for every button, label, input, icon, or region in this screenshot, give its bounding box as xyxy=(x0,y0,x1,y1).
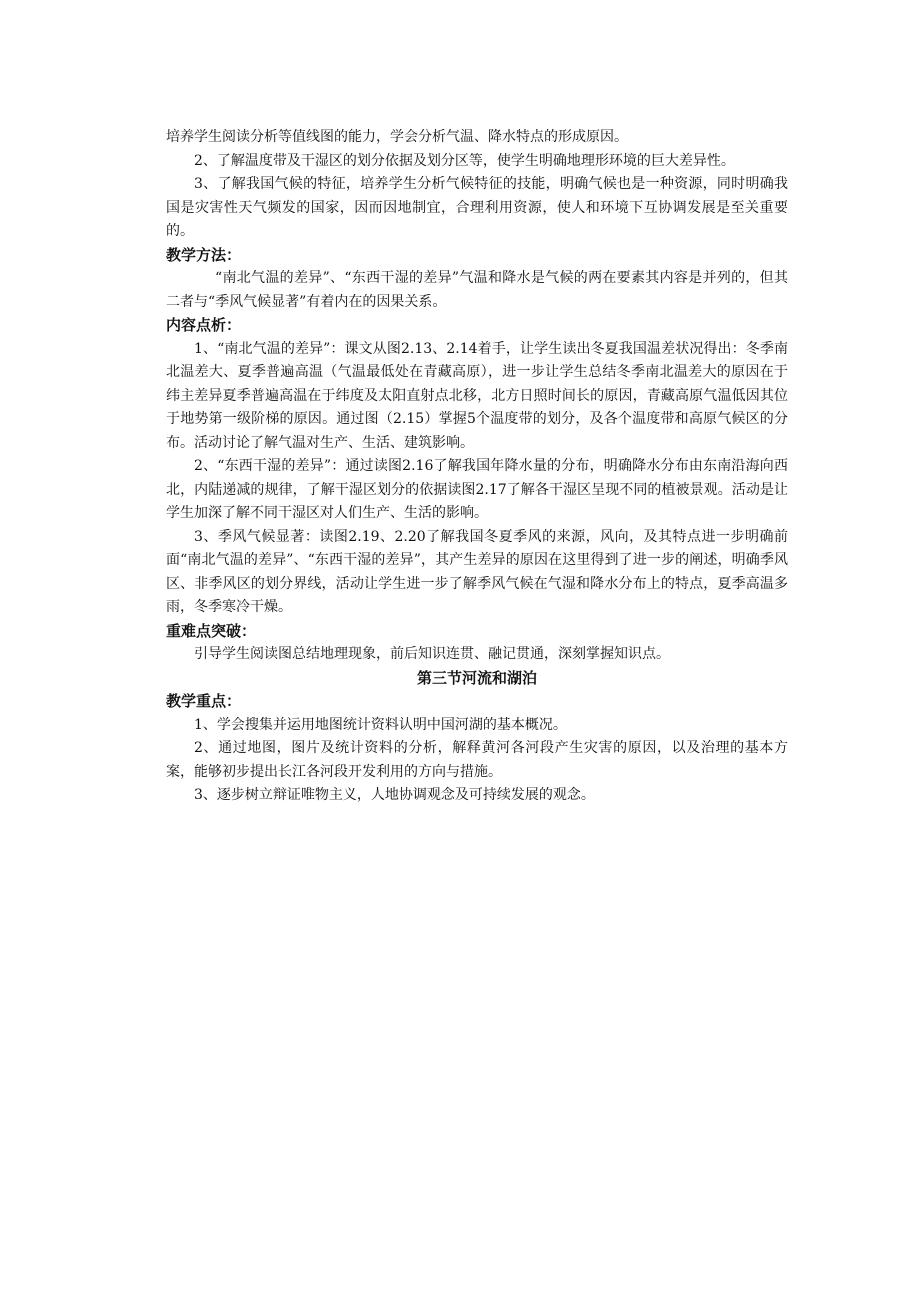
objective-item-2: 2、了解温度带及干湿区的划分依据及划分区等，使学生明确地理形环境的巨大差异性。 xyxy=(194,152,735,169)
content-analysis-item-1: 1、“南北气温的差异”：课文从图2.13、2.14着手，让学生读出冬夏我国温差状况得出：冬季南北温差大、夏季普遍高温（气温最低处在青藏高原），进一步让学生总结冬季南北温差大的原因在于纬主差异夏季普遍高温在于纬度及太阳直射点北移，北方日照时间长的原因，青藏高原气温低因其位于地势第一级阶梯的原因。通过图（2.15）掌握5个温度带的划分，及各个温度带和高原气候区的分布。活动讨论了解气温对生产、生活、建筑影响。 xyxy=(166,340,788,451)
intro-continuation: 培养学生阅读分析等值线图的能力，学会分析气温、降水特点的形成原因。 xyxy=(166,129,628,145)
teaching-focus-item-1: 1、学会搜集并运用地图统计资料认明中国河湖的基本概况。 xyxy=(194,716,567,733)
teaching-methods-heading: 教学方法： xyxy=(166,245,242,264)
content-analysis-item-3: 3、季风气候显著：读图2.19、2.20了解我国冬夏季风的来源，风向，及其特点进一步明确前面“南北气温的差异”、“东西干湿的差异”，其产生差异的原因在这里得到了进一步的阐述，明确季风区、非季风区的划分界线，活动让学生进一步了解季风气候在气湿和降水分布上的特点，夏季高温多雨，冬季寒冷干燥。 xyxy=(166,528,788,615)
content-analysis-heading: 内容点析： xyxy=(166,316,242,334)
key-points-text: 引导学生阅读图总结地理现象，前后知识连贯、融记贯通，深刻掌握知识点。 xyxy=(194,646,670,662)
teaching-focus-heading: 教学重点： xyxy=(166,692,242,710)
teaching-focus-item-3: 3、逐步树立辩证唯物主义，人地协调观念及可持续发展的观念。 xyxy=(194,787,595,803)
section-title: 第三节河流和湖泊 xyxy=(416,668,537,687)
teaching-methods-text: “南北气温的差异”、“东西干湿的差异”气温和降水是气候的两在要素其内容是并列的，但其二者与“季风气候显著”有着内在的因果关系。 xyxy=(166,270,788,310)
key-points-heading: 重难点突破： xyxy=(166,621,257,640)
document-page xyxy=(166,126,788,808)
content-analysis-item-2: 2、“东西干湿的差异”：通过读图2.16了解我国年降水量的分布，明确降水分布由东南沿海向西北，内陆递减的规律，了解干湿区划分的依据读图2.17了解各干湿区呈现不同的植被景观。活动是让学生加深了解不同干湿区对人们生产、生活的影响。 xyxy=(166,458,788,521)
objective-item-3: 3、了解我国气候的特征，培养学生分析气候特征的技能，明确气候也是一种资源，同时明确我国是灾害性天气频发的国家，因而因地制宜，合理利用资源，使人和环境下互协调发展是至关重要的。 xyxy=(166,176,788,239)
teaching-focus-item-2: 2、通过地图，图片及统计资料的分析，解释黄河各河段产生灾害的原因，以及治理的基本方案，能够初步提出长江各河段开发利用的方向与措施。 xyxy=(166,740,788,780)
